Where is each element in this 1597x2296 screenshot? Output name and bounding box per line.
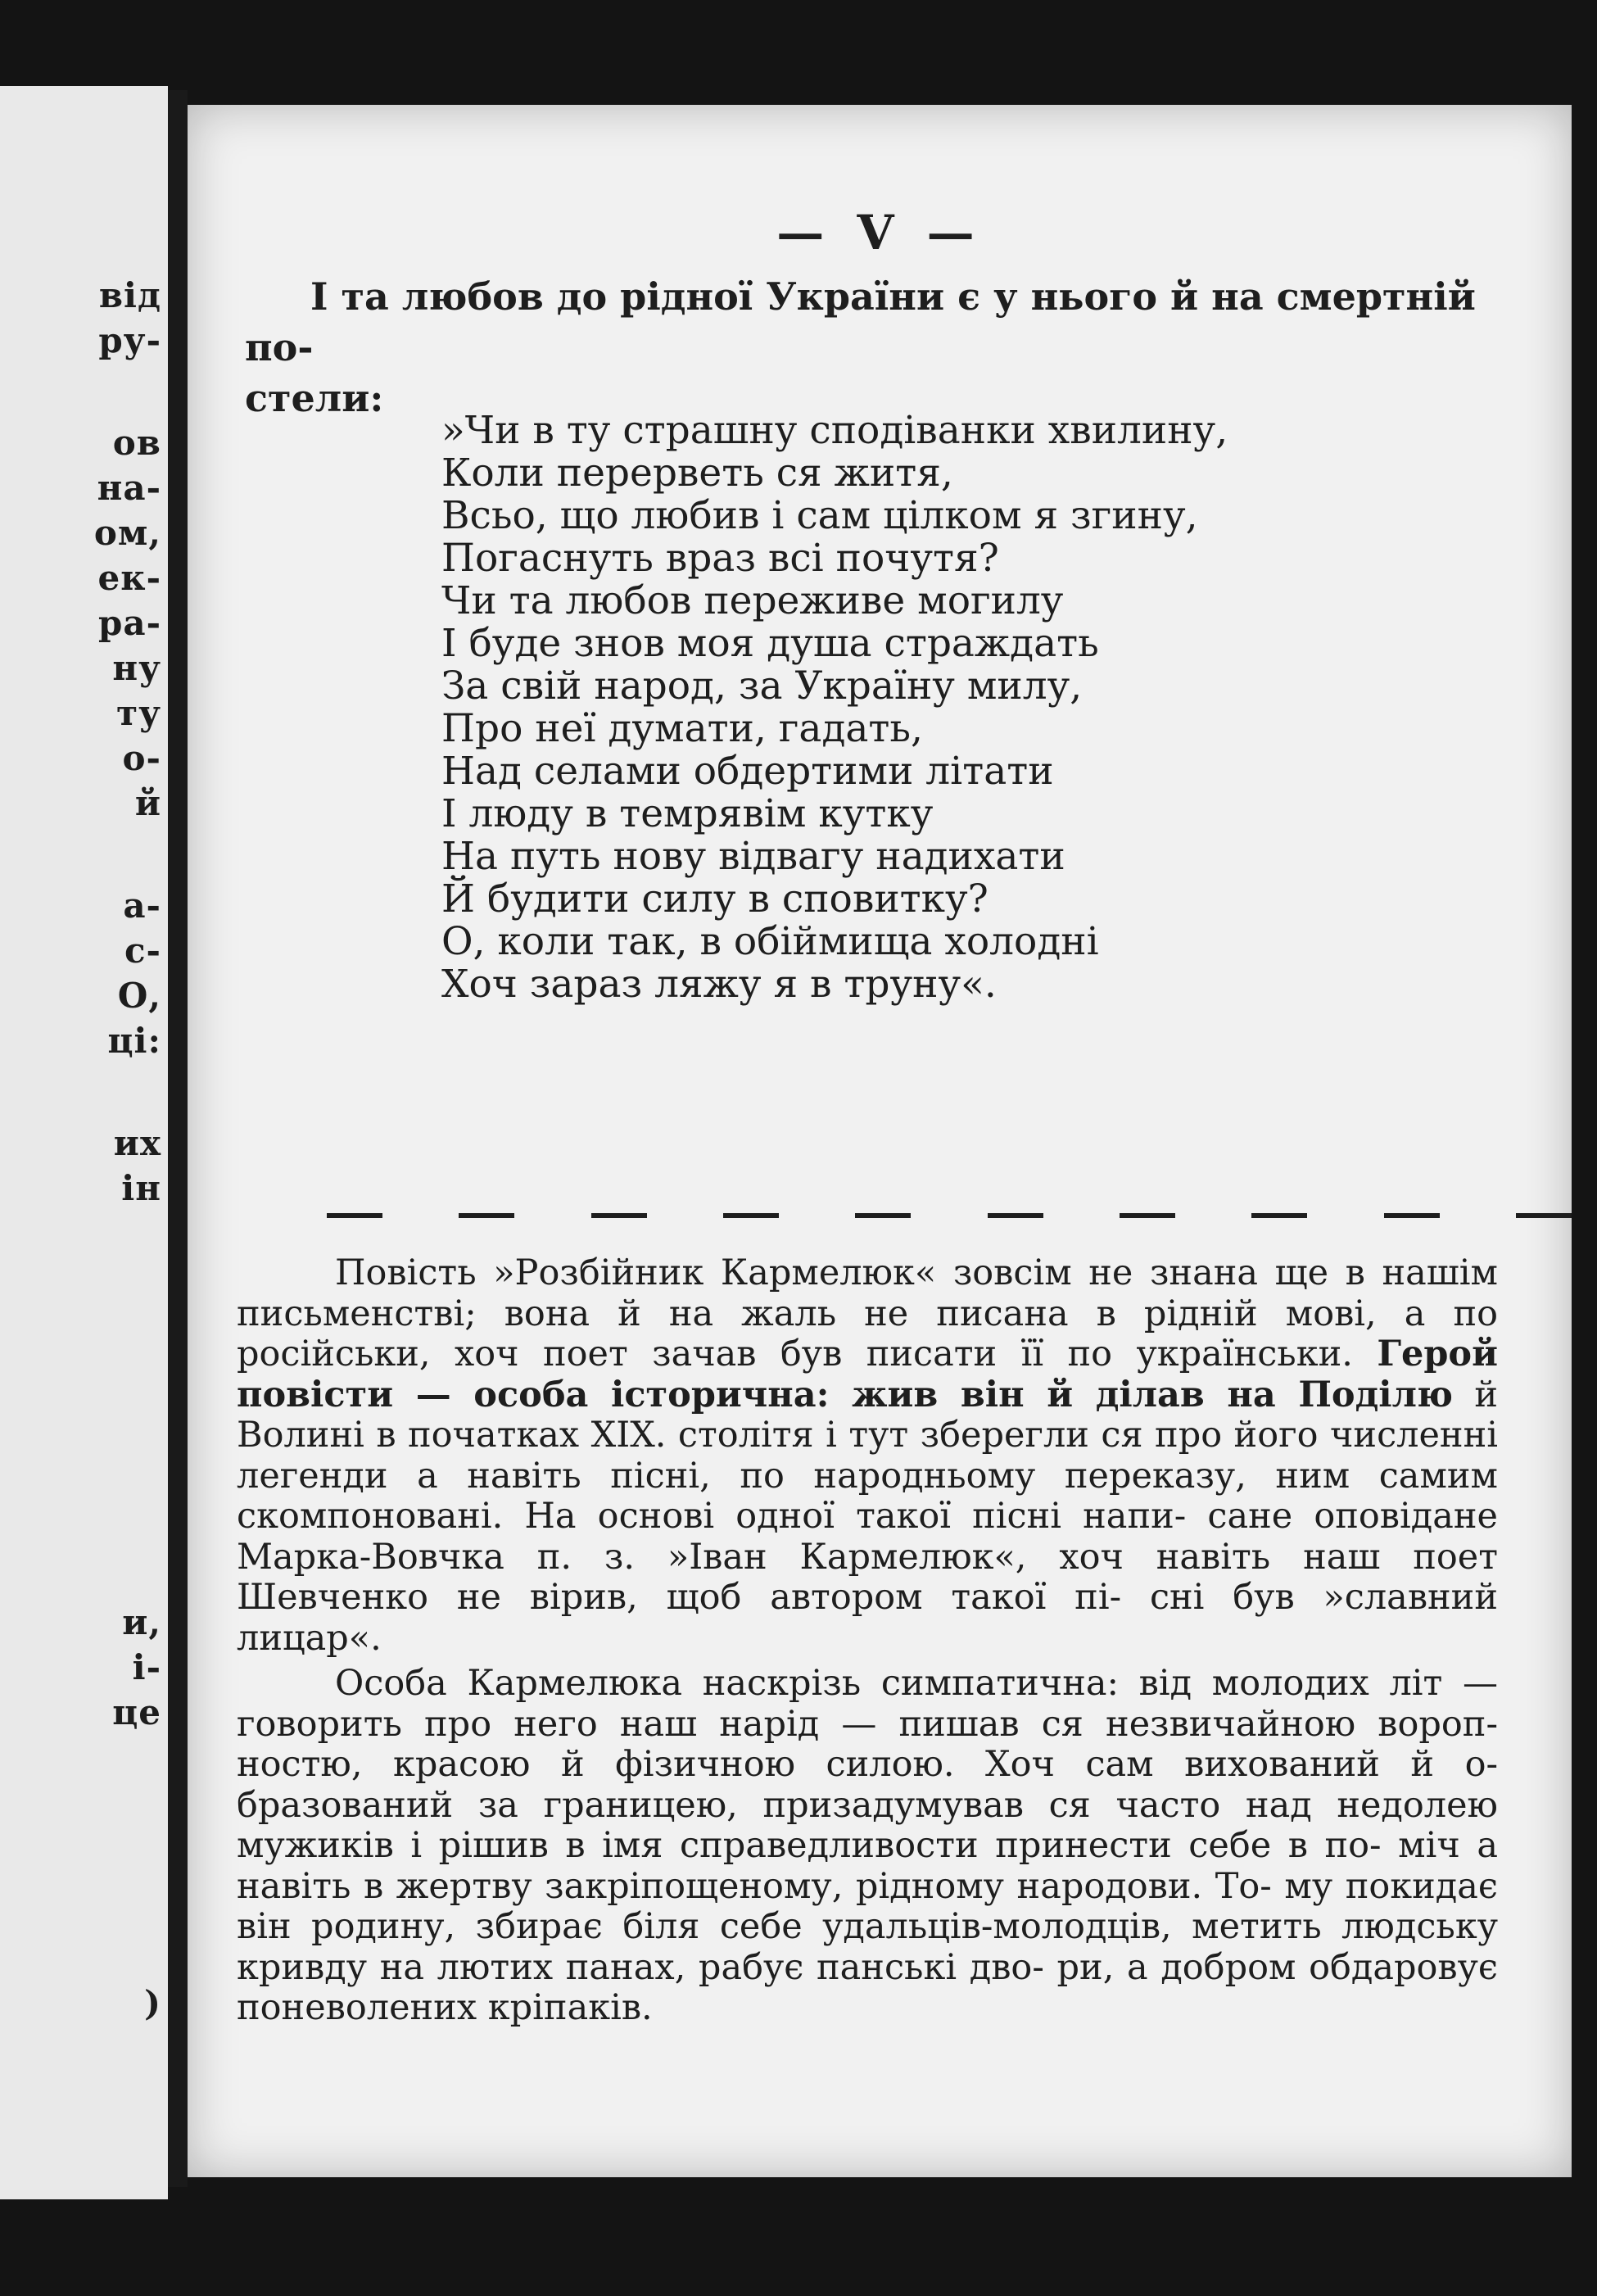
divider-dash xyxy=(1384,1213,1440,1218)
divider-dash xyxy=(327,1213,382,1218)
text-line: сні був »славний лицар«. xyxy=(237,1577,1499,1659)
poem-line: Про неї думати, гадать, xyxy=(441,706,923,751)
left-fragment: ну xyxy=(112,648,161,688)
left-fragment: а- xyxy=(123,885,161,926)
left-fragment: ) xyxy=(144,1983,161,2023)
text-line: Герой повісти — особа історична: жив він й ділав на Поділю xyxy=(237,1334,1498,1415)
left-page-text-fragments xyxy=(0,86,161,2199)
left-fragment: ту xyxy=(116,693,161,733)
left-fragment: від xyxy=(98,275,161,315)
poem-line: Чи та любов переживе могилу xyxy=(441,578,1064,623)
divider-dash xyxy=(459,1213,514,1218)
text-line: ним самим скомпоновані. На основі одної такої пісні напи- xyxy=(237,1455,1498,1537)
divider-dash xyxy=(591,1213,647,1218)
poem-line: На путь нову відвагу надихати xyxy=(441,834,1065,879)
poem-line: І люду в темрявім кутку xyxy=(441,791,934,836)
book-gutter xyxy=(168,90,188,2187)
poem-line: Коли перерветь ся житя, xyxy=(441,451,953,496)
poem-line: Погаснуть враз всі почутя? xyxy=(441,536,999,581)
left-fragment: ра- xyxy=(97,603,161,643)
text-line: численні легенди а навіть пісні, по народньому переказу, xyxy=(237,1415,1498,1497)
text-line: сане оповідане Марка-Вовчка п. з. »Іван Кармелюк«, хоч xyxy=(237,1496,1498,1578)
text-line: метить людську кривду на лютих панах, рабує панські дво- xyxy=(237,1906,1499,1988)
book-page xyxy=(188,105,1572,2177)
paragraph xyxy=(237,1253,1498,1659)
text-line: ностю, красою й фізичною силою. Хоч сам вихований й о- xyxy=(237,1744,1498,1785)
left-fragment: ек- xyxy=(97,558,161,598)
divider-dash xyxy=(988,1213,1043,1218)
text-line: Особа Кармелюка наскрізь симпатична: від молодих xyxy=(335,1663,1369,1704)
text-line: а по російськи, хоч поет зачав був писати її по українськи. xyxy=(237,1293,1499,1374)
poem-line: І буде знов моя душа страждать xyxy=(441,621,1099,666)
prose-body xyxy=(237,1253,1498,2029)
text-line: й Волині в початках XIX. столітя і тут зберегли ся про його xyxy=(237,1374,1498,1456)
poem-line: За свій народ, за Україну милу, xyxy=(441,663,1083,709)
left-fragment: це xyxy=(112,1692,161,1732)
text-line: навіть наш поет Шевченко не вірив, щоб автором такої пі- xyxy=(237,1536,1498,1618)
poem-line: »Чи в ту страшну сподіванки хвилину, xyxy=(441,408,1228,453)
left-fragment: о- xyxy=(122,738,161,778)
left-fragment: ру- xyxy=(98,320,161,360)
intro-line: стели: xyxy=(245,376,384,420)
left-fragment: ом, xyxy=(93,513,161,553)
text-line: міч а навіть в жертву закріпощеному, рідному народови. То- xyxy=(237,1825,1499,1907)
poem-line: Над селами обдертими літати xyxy=(441,749,1054,794)
divider-dash xyxy=(1251,1213,1307,1218)
divider-dash xyxy=(1120,1213,1175,1218)
paragraph xyxy=(237,1664,1498,2029)
divider-dash xyxy=(723,1213,779,1218)
text-line: ри, а добром обдаровує поневолених кріпаків. xyxy=(237,1946,1498,2028)
text-line: му покидає він родину, збирає біля себе удальців-молодців, xyxy=(237,1865,1498,1947)
divider-dash xyxy=(855,1213,911,1218)
poem-line: Й будити силу в сповитку? xyxy=(441,876,989,922)
page-number: — V — xyxy=(776,205,983,260)
left-fragment: ін xyxy=(121,1168,161,1208)
poem-stanza xyxy=(441,410,1391,1006)
left-fragment: с- xyxy=(124,931,161,971)
left-fragment: на- xyxy=(97,468,161,508)
left-fragment: й xyxy=(134,783,161,823)
left-fragment: ці: xyxy=(107,1021,161,1061)
poem-line: Всьо, що любив і сам цілком я згину, xyxy=(441,493,1198,538)
left-fragment: О, xyxy=(117,976,161,1016)
text-line: бразований за границею, призадумував ся часто над недолею xyxy=(237,1784,1498,1826)
intro-line: І та любов до рідної України є у нього й на смертній по- xyxy=(245,274,1476,369)
poem-line: Хоч зараз ляжу я в труну«. xyxy=(441,962,997,1007)
left-fragment: их xyxy=(113,1123,161,1163)
left-fragment: и, xyxy=(122,1602,161,1642)
left-fragment: і- xyxy=(132,1647,161,1687)
text-line: нашім письменстві; вона й на жаль не писана в рідній мові, xyxy=(237,1252,1498,1334)
left-page-edge xyxy=(0,86,168,2199)
intro-text xyxy=(245,271,1498,423)
text-line: Повість »Розбійник Кармелюк« зовсім не знана ще в xyxy=(335,1252,1365,1293)
poem-line: О, коли так, в обіймища холодні xyxy=(441,919,1099,964)
left-fragment: ов xyxy=(112,423,161,463)
text-line: літ — говорить про него наш нарід — пишав ся незвичайною вороп- xyxy=(237,1663,1499,1745)
text-line: мужиків і рішив в імя справедливости принести себе в по- xyxy=(237,1825,1382,1866)
divider-dash xyxy=(1516,1213,1572,1218)
dashed-divider xyxy=(327,1213,1572,1220)
